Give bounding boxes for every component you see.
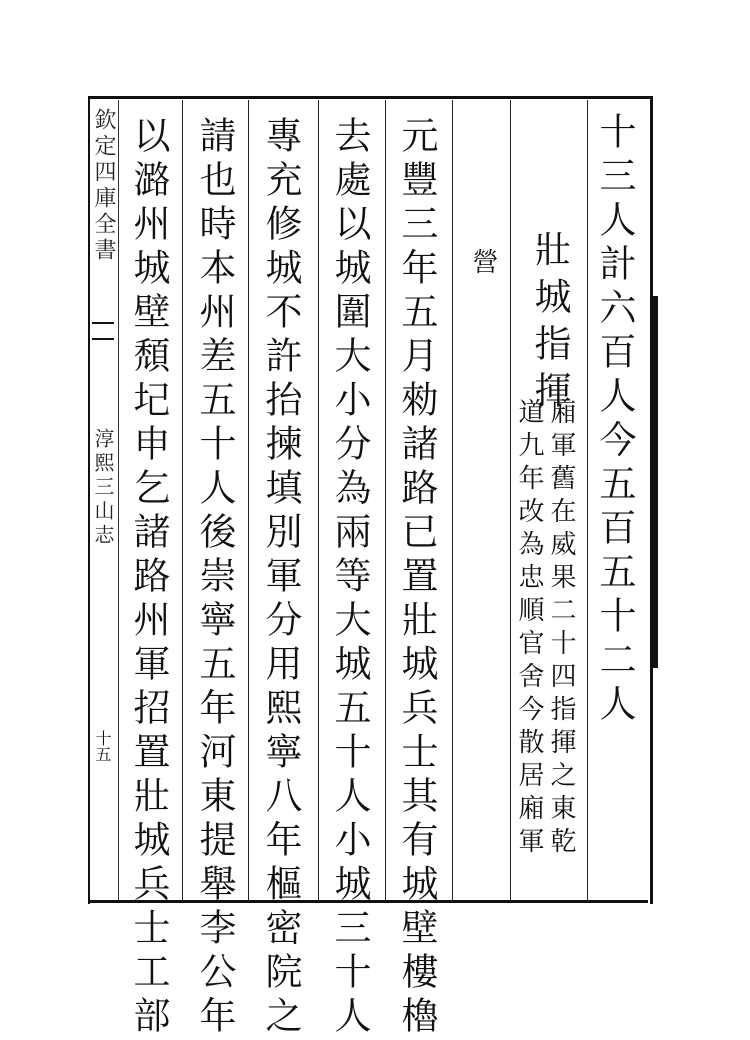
fishtail-mark [92,338,114,350]
text-column-2-note-left: 道九年改為忠順官舍今散居廂軍 [514,398,544,860]
text-column-5: 去處以城圍大小分為兩等大城五十人小城三十人 [328,116,371,1040]
margin-book-title: 欽定四庫全書 [91,108,116,264]
margin-page-number: 十五 [93,730,112,762]
text-column-7: 請也時本州差五十人後崇寧五年河東提舉李公年 [193,116,236,1040]
frame-right-thick-edge [650,296,658,668]
frame-left-rule [88,96,90,904]
text-column-2-note-right: 廂軍舊在威果二十四指揮之東乾 [546,398,576,860]
text-column-8: 以潞州城壁頹圮申乞諸路州軍招置壯城兵士工部 [127,116,170,1040]
column-divider [510,100,511,900]
text-column-2-heading: 壯城指揮 [528,230,571,418]
text-column-3: 營 [468,248,498,280]
column-divider [385,100,386,900]
margin-divider-rule [118,100,119,900]
column-divider [248,100,249,900]
margin-volume-title: 淳熙三山志 [91,428,115,548]
column-divider [182,100,183,900]
frame-top-rule [88,96,650,99]
column-divider [587,100,588,900]
text-column-6: 專充修城不許抬揀填別軍分用熙寧八年樞密院之 [259,116,302,1040]
text-column-1: 十三人計六百人今五百五十二人 [593,112,636,728]
fishtail-mark [92,322,114,334]
column-divider [318,100,319,900]
text-column-4: 元豐三年五月勑諸路已置壯城兵士其有城壁樓櫓 [395,116,438,1040]
column-divider [452,100,453,900]
